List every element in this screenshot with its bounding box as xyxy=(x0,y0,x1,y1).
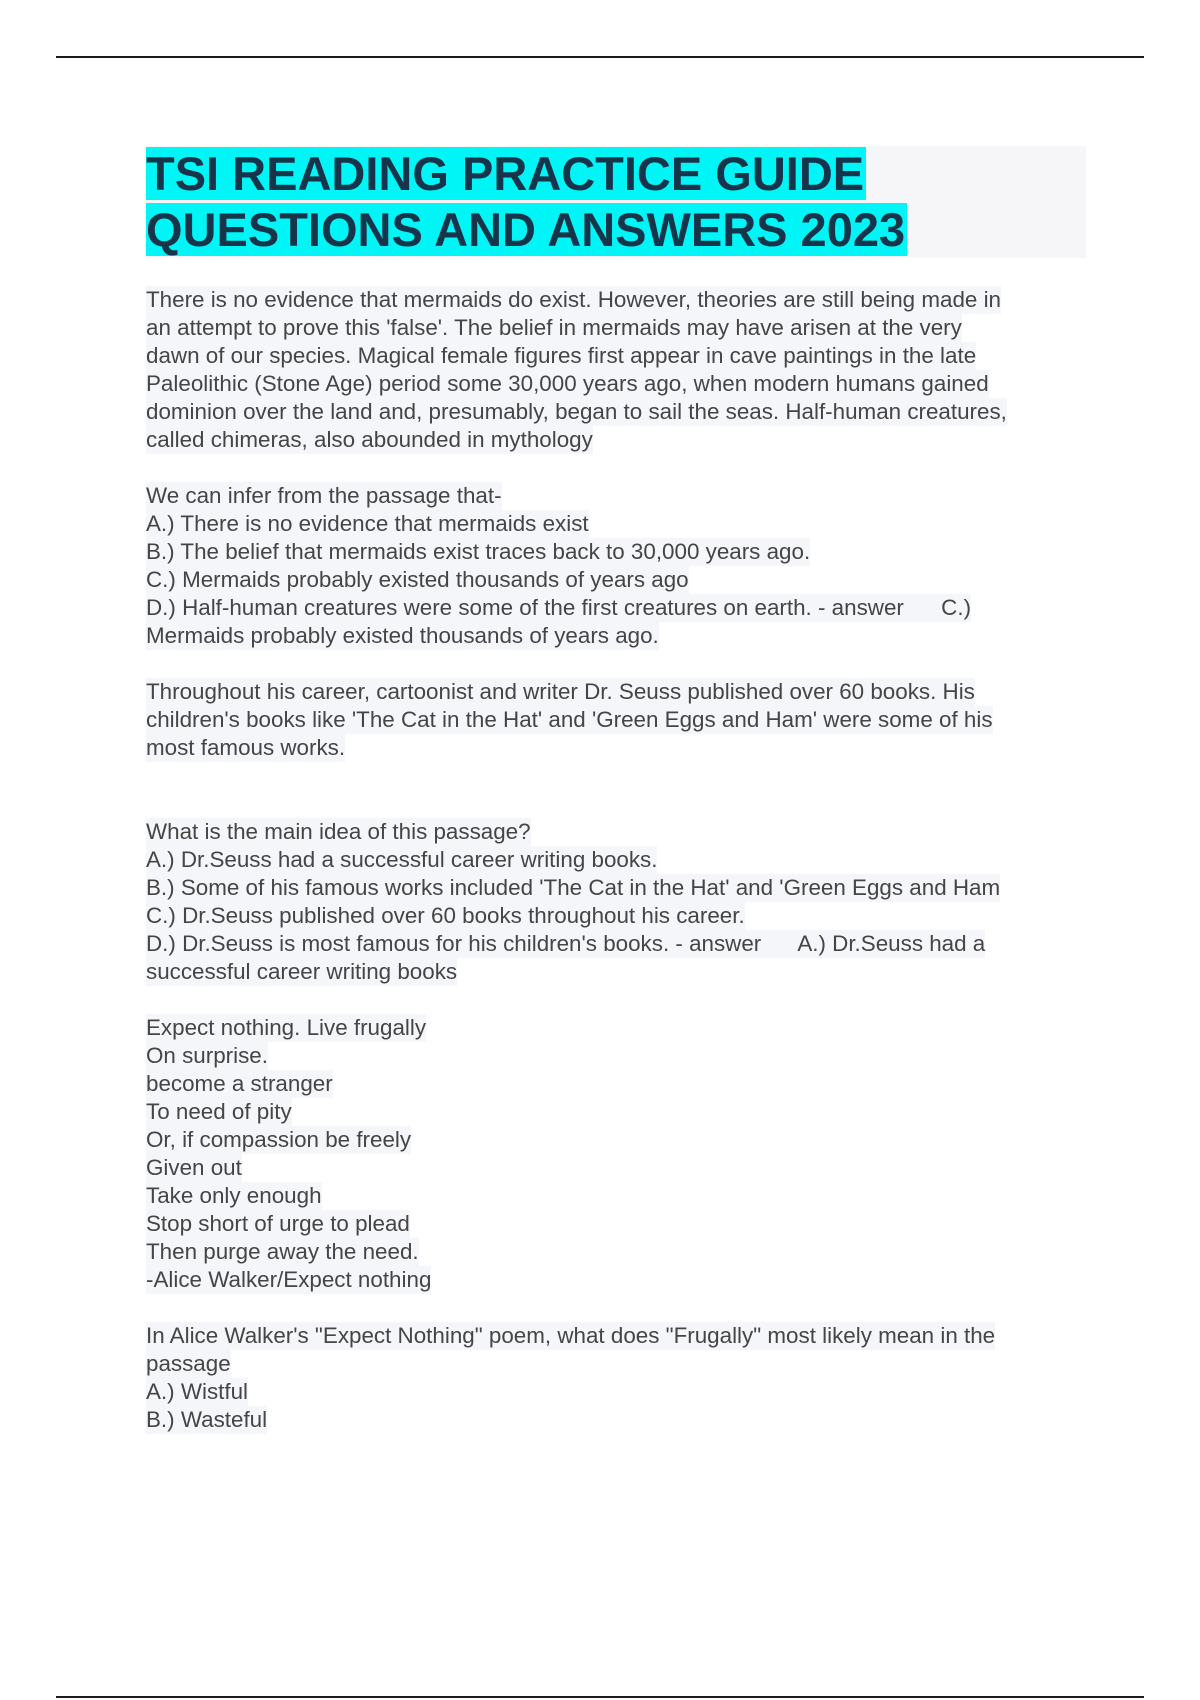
question-frugally xyxy=(146,1322,1086,1434)
answer-option: D.) Dr.Seuss is most famous for his children's books. - answer A.) Dr.Seuss had a xyxy=(146,931,986,956)
poem-line: To need of pity xyxy=(146,1099,292,1124)
question-mermaids xyxy=(146,482,1086,650)
poem-line: Take only enough xyxy=(146,1183,322,1208)
poem-line: Stop short of urge to plead xyxy=(146,1211,410,1236)
text-line: children's books like 'The Cat in the Hat' and 'Green Eggs and Ham' were some of his xyxy=(146,707,993,732)
answer-option: A.) There is no evidence that mermaids exist xyxy=(146,511,589,536)
poem-line: On surprise. xyxy=(146,1043,268,1068)
text-line: most famous works. xyxy=(146,735,346,760)
answer-text: Mermaids probably existed thousands of years ago. xyxy=(146,623,659,648)
poem-line: Then purge away the need. xyxy=(146,1239,419,1264)
passage-mermaids xyxy=(146,286,1086,454)
text-line: Paleolithic (Stone Age) period some 30,000 years ago, when modern humans gained xyxy=(146,371,989,396)
text-line: called chimeras, also abounded in mythology xyxy=(146,427,593,452)
answer-option: C.) Mermaids probably existed thousands of years ago xyxy=(146,567,689,592)
title-line-2: QUESTIONS AND ANSWERS 2023 xyxy=(146,203,906,256)
answer-option: B.) Some of his famous works included 'The Cat in the Hat' and 'Green Eggs and Ham xyxy=(146,875,1001,900)
title-block xyxy=(146,146,1086,258)
text-line: dawn of our species. Magical female figures first appear in cave paintings in the late xyxy=(146,343,977,368)
answer-option: A.) Wistful xyxy=(146,1379,249,1404)
document-body xyxy=(146,146,1086,1434)
question-prompt: We can infer from the passage that- xyxy=(146,483,502,508)
poem xyxy=(146,1014,1086,1294)
answer-option: A.) Dr.Seuss had a successful career writing books. xyxy=(146,847,658,872)
answer-option: C.) Dr.Seuss published over 60 books throughout his career. xyxy=(146,903,745,928)
bottom-rule xyxy=(56,1696,1144,1698)
document-title xyxy=(146,146,1086,258)
poem-line: Expect nothing. Live frugally xyxy=(146,1015,427,1040)
top-rule xyxy=(56,56,1144,58)
poem-attribution: -Alice Walker/Expect nothing xyxy=(146,1267,432,1292)
answer-option: B.) Wasteful xyxy=(146,1407,268,1432)
answer-option: B.) The belief that mermaids exist traces back to 30,000 years ago. xyxy=(146,539,811,564)
text-line: There is no evidence that mermaids do exist. However, theories are still being made in xyxy=(146,287,1001,312)
question-prompt: passage xyxy=(146,1351,231,1376)
question-seuss xyxy=(146,818,1086,986)
passage-seuss xyxy=(146,678,1086,762)
title-line-1: TSI READING PRACTICE GUIDE xyxy=(146,147,865,200)
question-prompt: In Alice Walker's "Expect Nothing" poem, what does "Frugally" most likely mean in the xyxy=(146,1323,996,1348)
question-prompt: What is the main idea of this passage? xyxy=(146,819,531,844)
answer-text: successful career writing books xyxy=(146,959,458,984)
poem-line: Given out xyxy=(146,1155,242,1180)
poem-line: become a stranger xyxy=(146,1071,333,1096)
text-line: dominion over the land and, presumably, began to sail the seas. Half-human creatures, xyxy=(146,399,1007,424)
answer-option: D.) Half-human creatures were some of the first creatures on earth. - answer C.) xyxy=(146,595,972,620)
text-line: an attempt to prove this 'false'. The belief in mermaids may have arisen at the very xyxy=(146,315,962,340)
text-line: Throughout his career, cartoonist and writer Dr. Seuss published over 60 books. His xyxy=(146,679,975,704)
poem-line: Or, if compassion be freely xyxy=(146,1127,412,1152)
